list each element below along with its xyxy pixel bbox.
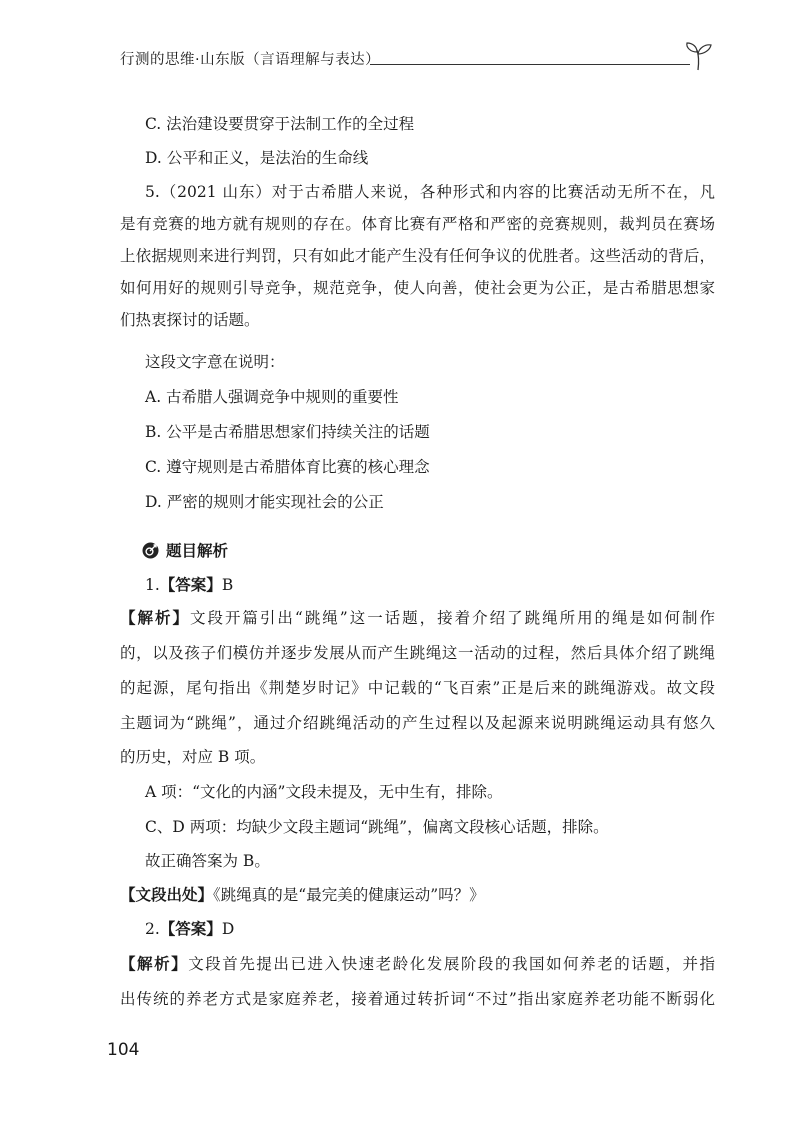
header-rule xyxy=(370,64,690,65)
explanation-label: 【解析】 xyxy=(120,609,190,627)
explanation-label: 【解析】 xyxy=(120,955,189,973)
answer-label: 【答案】 xyxy=(159,576,222,594)
answer-2 xyxy=(145,917,715,941)
question-stem-line: 如何用好的规则引导竞争，规范竞争，使人向善，使社会更为公正，是古希腊思想家 xyxy=(120,279,715,297)
explanation-note: A 项：“文化的内涵”文段未提及，无中生有，排除。 xyxy=(145,783,503,801)
option-c: C. 遵守规则是古希腊体育比赛的核心理念 xyxy=(145,458,430,476)
question-stem-line: 们热衷探讨的话题。 xyxy=(120,311,260,329)
page-number: 104 xyxy=(107,1040,140,1060)
explanation-line: 主题词为“跳绳”，通过介绍跳绳活动的产生过程以及起源来说明跳绳运动具有悠久 xyxy=(120,714,715,732)
source-label: 【文段出处】 xyxy=(120,886,214,904)
option-c-prev: C. 法治建设要贯穿于法制工作的全过程 xyxy=(145,115,415,133)
option-d-prev: D. 公平和正义，是法治的生命线 xyxy=(145,149,369,167)
answer-1 xyxy=(145,573,715,597)
answer-value: B xyxy=(221,576,234,594)
option-b: B. 公平是古希腊思想家们持续关注的话题 xyxy=(145,423,430,441)
section-title: 题目解析 xyxy=(166,542,229,560)
explanation-line xyxy=(120,952,715,976)
running-header xyxy=(120,48,720,78)
header-title: 行测的思维·山东版（言语理解与表达） xyxy=(120,52,381,68)
explanation-line: 的历史，对应 B 项。 xyxy=(120,748,266,766)
question-stem-line: 5.（2021 山东）对于古希腊人来说，各种形式和内容的比赛活动无所不在，凡 xyxy=(145,183,715,201)
explanation-line: 出传统的养老方式是家庭养老，接着通过转折词“不过”指出家庭养老功能不断弱化 xyxy=(120,990,715,1008)
explanation-note: 故正确答案为 B。 xyxy=(145,852,270,870)
text-source xyxy=(120,883,715,907)
explanation-text: 文段首先提出已进入快速老龄化发展阶段的我国如何养老的话题，并指 xyxy=(188,955,715,973)
question-stem-line: 上依据规则来进行判罚，只有如此才能产生没有任何争议的优胜者。这些活动的背后， xyxy=(120,247,715,265)
option-d: D. 严密的规则才能实现社会的公正 xyxy=(145,493,384,511)
explanation-note: C、D 两项：均缺少文段主题词“跳绳”，偏离文段核心话题，排除。 xyxy=(145,818,609,836)
answer-label: 【答案】 xyxy=(159,920,222,938)
option-a: A. 古希腊人强调竞争中规则的重要性 xyxy=(145,388,399,406)
answer-number: 1. xyxy=(145,576,160,594)
explanation-line: 的，以及孩子们模仿并逐步发展从而产生跳绳这一活动的过程，然后具体介绍了跳绳 xyxy=(120,644,715,662)
sprout-icon xyxy=(684,42,718,72)
explanation-line xyxy=(120,606,715,630)
explanation-text: 文段开篇引出“跳绳”这一话题，接着介绍了跳绳所用的绳是如何制作 xyxy=(189,609,715,627)
question-prompt: 这段文字意在说明： xyxy=(145,353,285,371)
source-text: 《跳绳真的是“最完美的健康运动”吗？》 xyxy=(213,886,485,904)
target-icon xyxy=(142,542,159,559)
question-stem-line: 是有竞赛的地方就有规则的存在。体育比赛有严格和严密的竞赛规则，裁判员在赛场 xyxy=(120,215,715,233)
answer-value: D xyxy=(221,920,235,938)
explanation-line: 的起源，尾句指出《荆楚岁时记》中记载的“飞百索”正是后来的跳绳游戏。故文段 xyxy=(120,679,715,697)
answer-number: 2. xyxy=(145,920,160,938)
